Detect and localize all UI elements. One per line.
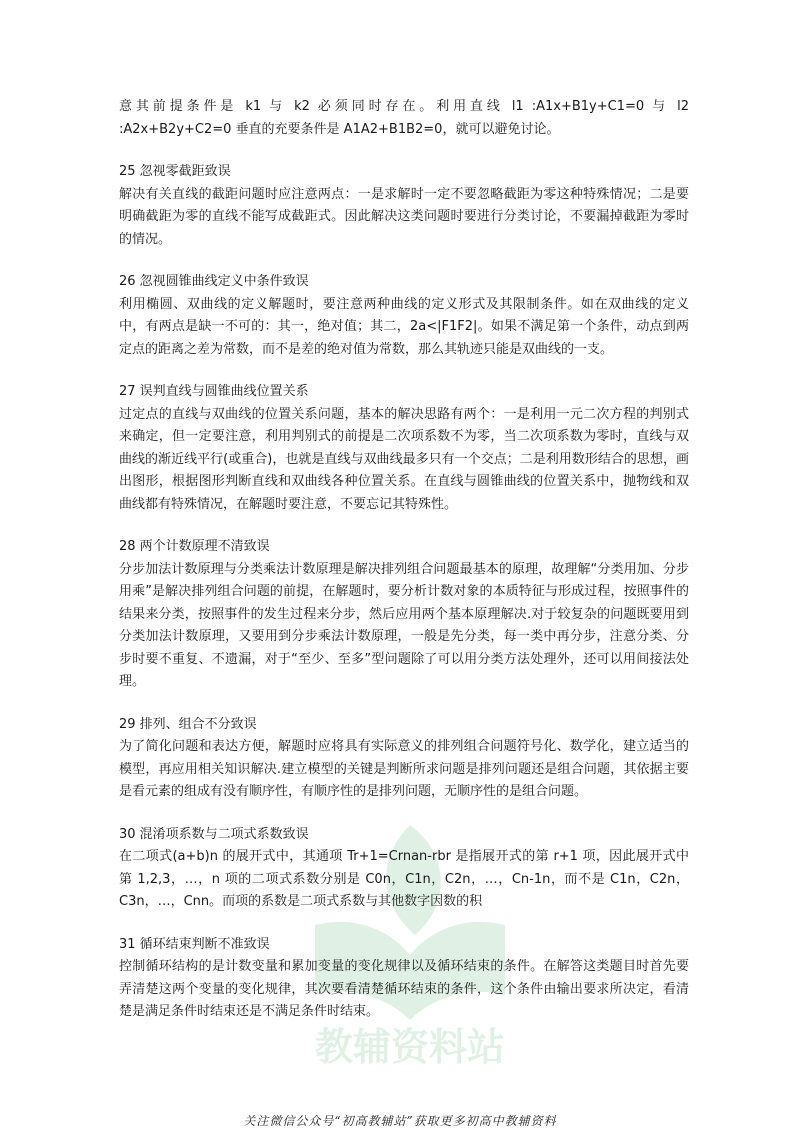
section-body: 过定点的直线与双曲线的位置关系问题，基本的解决思路有两个：一是利用一元二次方程的判别式来确定，但一定要注意，利用判别式的前提是二次项系数不为零，当二次项系数为零时，直线与双曲线的渐近线平行(或重合)，也就是直线与双曲线最多只有一个交点；二是利用数形结合的思想，画出图形，根据图形判断直线和双曲线各种位置关系。在直线与圆锥曲线的位置关系中，抛物线和双曲线都有特殊情况，在解题时要注意，不要忘记其特殊性。 bbox=[119, 406, 689, 512]
section-28 bbox=[119, 536, 689, 694]
section-title: 31 循环结束判断不准致误 bbox=[119, 936, 270, 952]
section-26 bbox=[119, 271, 689, 361]
section-29 bbox=[119, 714, 689, 804]
section-title: 27 误判直线与圆锥曲线位置关系 bbox=[119, 384, 309, 399]
section-title: 28 两个计数原理不清致误 bbox=[119, 539, 270, 554]
section-title: 29 排列、组合不分致误 bbox=[119, 716, 257, 732]
section-27 bbox=[119, 381, 689, 516]
watermark-text: 教辅资料站 bbox=[314, 1025, 506, 1069]
page-footer: 关注微信公众号“初高教辅站”获取更多初高中教辅资料 bbox=[243, 1114, 557, 1128]
section-body: 控制循环结构的是计数变量和累加变量的变化规律以及循环结束的条件。在解答这类题目时首先要弄清楚这两个变量的变化规律，其次要看清楚循环结束的条件，这个条件由输出要求所决定，看清楚是满足条件时结束还是不满足条件时结束。 bbox=[119, 959, 689, 1019]
section-body: 分步加法计数原理与分类乘法计数原理是解决排列组合问题最基本的原理，故理解“分类用加、分步用乘”是解决排列组合问题的前提，在解题时，要分析计数对象的本质特征与形成过程，按照事件的结果来分类，按照事件的发生过程来分步，然后应用两个基本原理解决.对于较复杂的问题既要用到分类加法计数原理，又要用到分步乘法计数原理，一般是先分类，每一类中再分步，注意分类、分步时要不重复、不遗漏，对于“至少、至多”型问题除了可以用分类方法处理外，还可以用间接法处理。 bbox=[119, 561, 689, 689]
document-body bbox=[119, 96, 689, 1024]
section-body: 在二项式(a+b)n 的展开式中，其通项 Tr+1=Crnan-rbr 是指展开式的第 r+1 项，因此展开式中第 1,2,3，…，n 项的二项式系数分别是 C0n，C1n，C2n，…，Cn-1n，而不是 C1n，C2n，C3n，…，Cnn。而项的系数是二项式系数与其他数字因数的积 bbox=[119, 849, 689, 909]
section-title: 25 忽视零截距致误 bbox=[119, 164, 231, 179]
section-25 bbox=[119, 161, 689, 251]
section-body: 解决有关直线的截距问题时应注意两点：一是求解时一定不要忽略截距为零这种特殊情况；二是要明确截距为零的直线不能写成截距式。因此解决这类问题时要进行分类讨论，不要漏掉截距为零时的情况。 bbox=[119, 186, 689, 247]
section-title: 26 忽视圆锥曲线定义中条件致误 bbox=[119, 274, 309, 289]
section-body: 利用椭圆、双曲线的定义解题时，要注意两种曲线的定义形式及其限制条件。如在双曲线的定义中，有两点是缺一不可的：其一，绝对值；其二，2a<|F1F2|。如果不满足第一个条件，动点到两定点的距离之差为常数，而不是差的绝对值为常数，那么其轨迹只能是双曲线的一支。 bbox=[119, 296, 689, 357]
section-body: 为了简化问题和表达方便，解题时应将具有实际意义的排列组合问题符号化、数学化，建立适当的模型，再应用相关知识解决.建立模型的关键是判断所求问题是排列问题还是组合问题，其依据主要是看元素的组成有没有顺序性，有顺序性的是排列问题，无顺序性的是组合问题。 bbox=[119, 739, 689, 799]
section-30 bbox=[119, 824, 689, 914]
section-31 bbox=[119, 934, 689, 1024]
intro-paragraph: 意其前提条件是 k1 与 k2 必须同时存在。利用直线 l1 :A1x+B1y+C1=0 与 l2 :A2x+B2y+C2=0 垂直的充要条件是 A1A2+B1B2=0，就可以避免讨论。 bbox=[119, 99, 689, 137]
section-title: 30 混淆项系数与二项式系数致误 bbox=[119, 826, 309, 842]
